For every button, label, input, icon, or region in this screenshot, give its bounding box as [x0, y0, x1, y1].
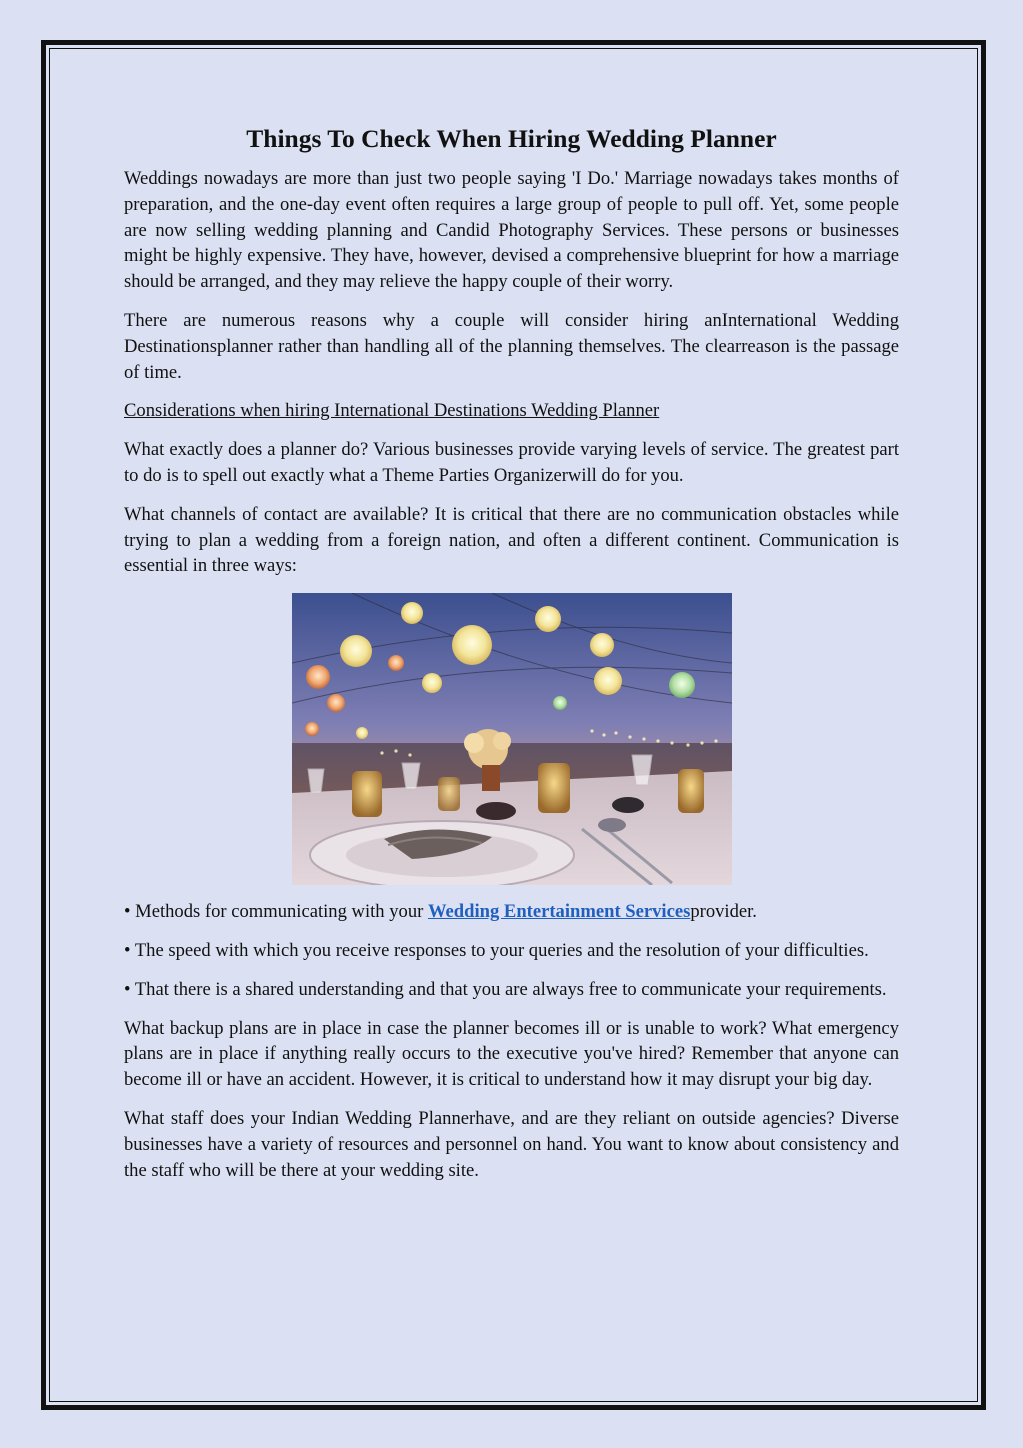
reasons-paragraph: There are numerous reasons why a couple will consider hiring anInternational Wedding Destinationsplanner rather than handling all of the planning themselves. The clearreason is the passage of time. [124, 309, 899, 383]
subheading-text: Considerations when hiring International Destinations Wedding Planner [124, 400, 660, 422]
backup-plans-paragraph: What backup plans are in place in case the planner becomes ill or is unable to work? What emergency plans are in place if anything really occurs to the executive you've hired? Remember that anyone can become ill or have an accident. However, it is critical to understand how it may disrupt your big day. [124, 1017, 899, 1091]
bullet-shared-understanding: • That there is a shared understanding and that you are always free to communicate your requirements. [124, 978, 887, 1000]
bullet-1-suffix: provider. [690, 901, 757, 923]
considerations-subheading [124, 398, 899, 424]
staff-paragraph: What staff does your Indian Wedding Plannerhave, and are they reliant on outside agencies? Diverse businesses have a variety of resources and personnel on hand. You want to know about consistency and the staff who will be there at your wedding site. [124, 1107, 899, 1181]
wedding-entertainment-services-link[interactable]: Wedding Entertainment Services [427, 901, 691, 923]
bullet-communication-methods [124, 899, 899, 925]
intro-paragraph: Weddings nowadays are more than just two people saying 'I Do.' Marriage nowadays takes months of preparation, and the one-day event often requires a large group of people to pull off. Yet, some people are now selling wedding planning and Candid Photography Services. These persons or businesses might be highly expensive. They have, however, devised a comprehensive blueprint for how a marriage should be arranged, and they may relieve the happy couple of their worry. [124, 168, 899, 293]
article [124, 122, 899, 1196]
contact-channels-paragraph: What channels of contact are available? It is critical that there are no communication obstacles while trying to plan a wedding from a foreign nation, and often a different continent. Communication is essential in three ways: [124, 503, 899, 577]
photo-container [124, 593, 899, 885]
article-title: Things To Check When Hiring Wedding Planner [246, 124, 777, 153]
wedding-dinner-photo [292, 593, 732, 885]
planner-role-paragraph: What exactly does a planner do? Various businesses provide varying levels of service. The greatest part to do is to spell out exactly what a Theme Parties Organizerwill do for you. [124, 439, 899, 486]
bullet-1-prefix: • Methods for communicating with your [124, 901, 428, 923]
bullet-response-speed: • The speed with which you receive responses to your queries and the resolution of your difficulties. [124, 939, 869, 961]
